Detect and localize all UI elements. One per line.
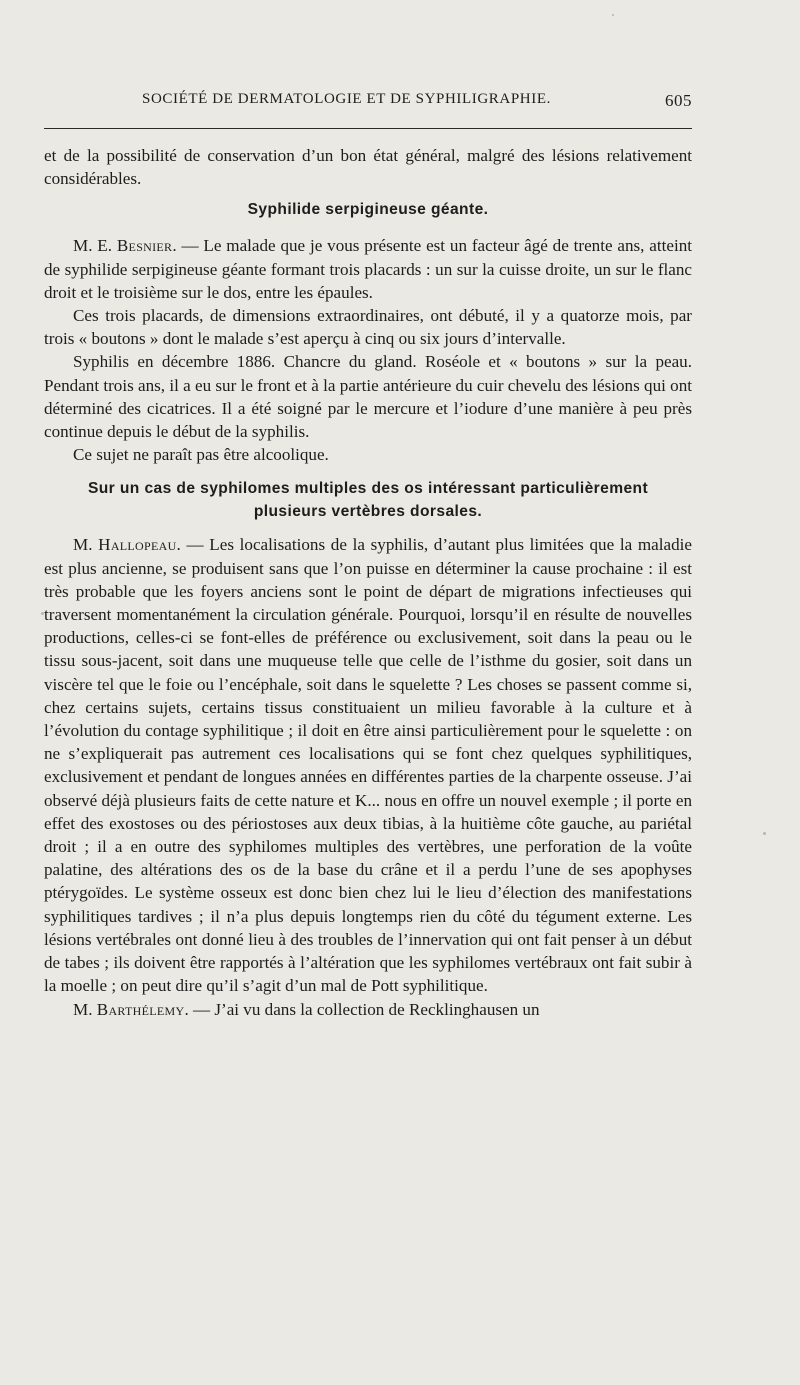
page-number: 605 — [665, 91, 692, 110]
hallopeau-paragraph — [44, 533, 692, 997]
paper-speck — [612, 14, 614, 16]
body-text — [44, 144, 692, 1021]
speaker-name-barthelemy: Barthélemy — [96, 999, 185, 1019]
paragraph-text: . — Les localisations de la syphilis, d’autant plus limitées que la maladie est plus ancienne, se produisent sans que l’on puisse en déterminer la cause prochaine : il est très probable que les foyers anciens sont le point de départ de migrations infectieuses qui traversent momentanément la circulation générale. Pourquoi, lorsqu’il en résulte de nouvelles productions, celles-ci se font-elles de préférence ou exclusivement, soit dans la peau ou le tissu sous-jacent, soit dans une muqueuse telle que celle de l’isthme du gosier, soit dans un viscère tel que le foie ou l’encéphale, soit dans le squelette ? Les choses se passent comme si, chez certains sujets, certains tissus constituaient un milieu favorable à la culture et à l’évolution du contage syphilitique ; il doit en être ainsi particulièrement pour le squelette : on ne s’expliquerait pas autrement ces localisations qui se font chez quelques syphilitiques, exclusivement et pendant de longues années en différentes parties de la charpente osseuse. J’ai observé déjà plusieurs faits de cette nature et K... nous en offre un nouvel exemple ; il porte en effet des exostoses ou des périostoses aux deux tibias, à la huitième côte gauche, au pariétal droit ; il a en outre des syphilomes multiples des vertèbres, une perforation de la voûte palatine, des altérations des os de la base du crâne et il a perdu l’une de ses apophyses ptérygoïdes. Le système osseux est donc bien chez lui le lieu d’élection des manifestations syphilitiques tardives ; il n’a plus depuis longtemps rien du côté du tégument externe. Les lésions vertébrales ont donné lieu à des troubles de l’innervation qui ont fait penser à un début de tabes ; ils doivent être rapportés à l’altération que les syphilomes vertébraux ont fait subir à la moelle ; on peut dire qu’il s’agit d’un mal de Pott syphilitique. — [44, 535, 692, 996]
running-head — [44, 91, 692, 113]
running-title: SOCIÉTÉ DE DERMATOLOGIE ET DE SYPHILIGRAPHIE. — [142, 91, 551, 107]
section-heading-syphilomes: Sur un cas de syphilomes multiples des os intéressant particulièrement plusieurs vertèbres dorsales. — [87, 480, 649, 521]
speaker-name-besnier: Besnier — [116, 236, 173, 256]
speaker-name-hallopeau: Hallopeau — [98, 535, 177, 555]
besnier-paragraph — [44, 234, 692, 304]
alcohol-paragraph: Ce sujet ne paraît pas être alcoolique. — [73, 445, 329, 465]
placards-paragraph: Ces trois placards, de dimensions extraordinaires, ont débuté, il y a quatorze mois, par trois « boutons » dont le malade s’est aperçu à cinq ou six jours d’intervalle. — [44, 306, 692, 349]
history-paragraph: Syphilis en décembre 1886. Chancre du gland. Roséole et « boutons » sur la peau. Pendant trois ans, il a eu sur le front et à la partie antérieure du cuir chevelu des lésions qui ont déterminé des cicatrices. Il a été soigné par le mercure et l’iodure d’une manière à peu près continue depuis le début de la syphilis. — [44, 352, 692, 442]
header-rule — [44, 128, 692, 129]
section-heading-syphilide: Syphilide serpigineuse géante. — [247, 201, 489, 219]
barthelemy-paragraph — [44, 998, 692, 1021]
paragraph-text: . — Le malade que je vous présente est un facteur âgé de trente ans, atteint de syphilide serpigineuse géante formant trois placards : un sur la cuisse droite, un sur le flanc droit et le troisième sur le dos, entre les épaules. — [44, 236, 692, 302]
intro-paragraph: et de la possibilité de conservation d’un bon état général, malgré des lésions relativement considérables. — [44, 146, 692, 189]
paper-speck — [763, 832, 766, 835]
paragraph-text: . — J’ai vu dans la collection de Recklinghausen un — [184, 999, 540, 1019]
speaker-prefix: M. — [73, 535, 99, 555]
speaker-prefix: M. E. — [73, 236, 117, 256]
speaker-prefix: M. — [73, 999, 97, 1019]
